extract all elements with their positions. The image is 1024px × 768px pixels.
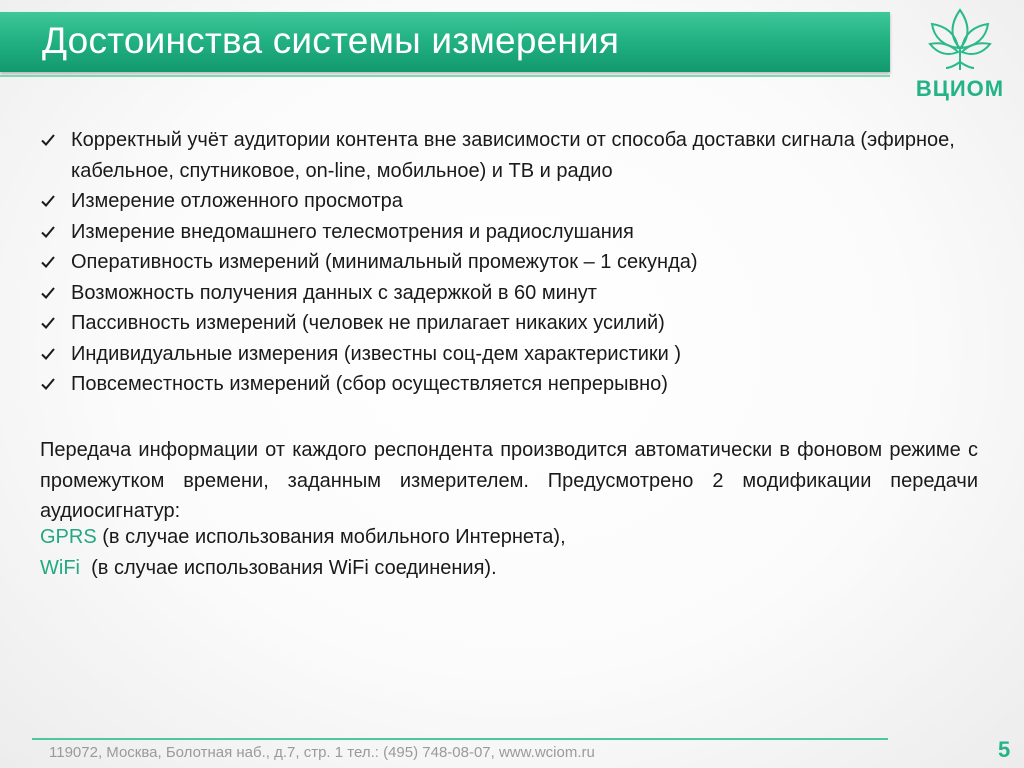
gprs-label: GPRS [40, 526, 97, 548]
list-item-text: Индивидуальные измерения (известны соц-дем характеристики ) [71, 342, 682, 365]
footer-address: 119072, Москва, Болотная наб., д.7, стр. 1 тел.: (495) 748-08-07, www.wciom.ru [49, 744, 595, 761]
checkmark-icon [40, 224, 56, 240]
list-item [40, 339, 980, 370]
list-item-text: Корректный учёт аудитории контента вне зависимости от способа доставки сигнала (эфирное, кабельное, спутниковое, on-line, мобильное) и ТВ и радио [71, 129, 955, 182]
checkmark-icon [40, 254, 56, 270]
transmission-paragraph: Передача информации от каждого респондента производится автоматически в фоновом режиме с промежутком времени, заданным измерителем. Предусмотрено 2 модификации передачи аудиосигнатур: [40, 439, 978, 522]
wifi-label: WiFi [40, 557, 80, 579]
list-item [40, 308, 980, 339]
logo-text: ВЦИОМ [915, 76, 1005, 101]
title-bar [0, 12, 890, 72]
checkmark-icon [40, 346, 56, 362]
page-number: 5 [998, 737, 1011, 762]
title-underline [0, 75, 890, 77]
list-item [40, 186, 980, 217]
gprs-text: (в случае использования мобильного Интернета), [96, 526, 566, 548]
list-item-text: Пассивность измерений (человек не прилагает никаких усилий) [71, 312, 665, 334]
list-item [40, 278, 980, 309]
footer-divider [32, 738, 888, 740]
checkmark-icon [40, 376, 56, 392]
list-item-text: Повсеместность измерений (сбор осуществляется непрерывно) [71, 373, 668, 395]
list-item-text: Оперативность измерений (минимальный промежуток – 1 секунда) [71, 251, 698, 273]
checkmark-icon [40, 193, 56, 209]
list-item-text: Измерение внедомашнего телесмотрения и радиослушания [71, 220, 634, 243]
list-item-text: Возможность получения данных с задержкой в 60 минут [71, 281, 597, 304]
list-item [40, 247, 980, 278]
checkmark-icon [40, 132, 56, 148]
slide-title: Достоинства системы измерения [42, 20, 620, 61]
list-item [40, 125, 980, 186]
advantages-list [40, 125, 980, 400]
wifi-text: (в случае использования WiFi соединения). [79, 557, 497, 579]
wifi-line [40, 557, 497, 580]
checkmark-icon [40, 285, 56, 301]
list-item [40, 217, 980, 248]
gprs-line [40, 526, 566, 549]
list-item [40, 369, 980, 400]
list-item-text: Измерение отложенного просмотра [71, 190, 403, 212]
checkmark-icon [40, 315, 56, 331]
